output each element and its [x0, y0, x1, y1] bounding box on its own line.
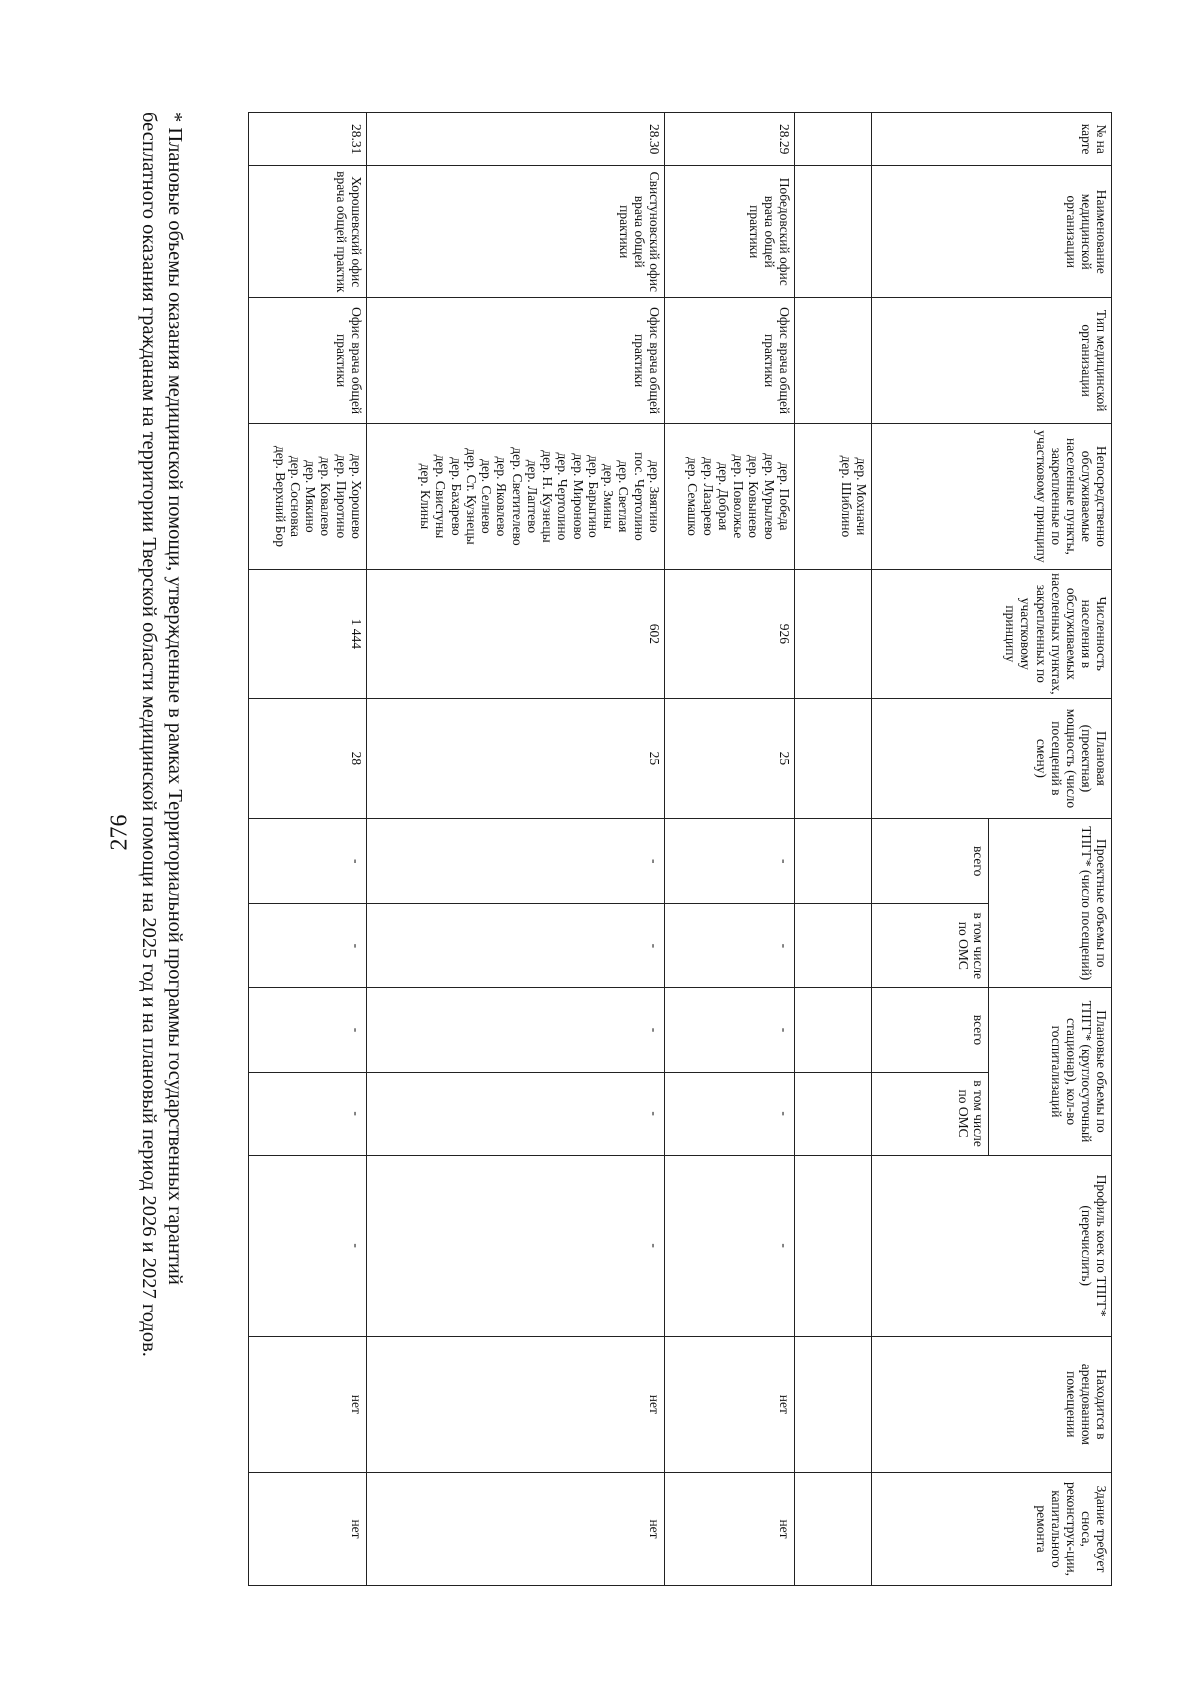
cell-capacity: 25 — [665, 698, 795, 818]
cell-type: Офис врача общей практики — [249, 298, 367, 424]
settlement-item: дер. Ковалево — [318, 456, 334, 537]
cell-beds — [795, 1155, 872, 1336]
table-row — [367, 113, 665, 1586]
cell-visits-oms: - — [665, 904, 795, 988]
settlement-item: дер. Н. Кузнецы — [540, 450, 556, 543]
settlement-item: дер. Мироново — [570, 453, 586, 540]
cell-hosp-oms: - — [367, 1072, 665, 1155]
settlement-item: дер. Яковлево — [494, 456, 510, 537]
cell-population: 602 — [367, 569, 665, 698]
cell-name: Победовский офис врача общей практики — [665, 166, 795, 298]
cell-rented — [795, 1336, 872, 1472]
settlement-item: дер. Змины — [601, 463, 617, 530]
settlement-item: дер. Ковынево — [746, 454, 762, 538]
cell-repair — [795, 1473, 872, 1586]
header-type: Тип медицинской организации — [872, 298, 1112, 424]
cell-repair: нет — [249, 1473, 367, 1586]
page-number: 276 — [106, 814, 133, 850]
header-beds: Профиль коек по ТПГГ* (перечислить) — [872, 1155, 1112, 1336]
header-population: Численность населения в обслуживаемых населенных пунктах, закрепленных по участковому принципу — [872, 569, 1112, 698]
header-settlements: Непосредственно обслуживаемые населенные пункты, закрепленные по участковому принципу — [872, 423, 1112, 569]
header-num: № на карте — [872, 113, 1112, 166]
cell-visits-oms: - — [367, 904, 665, 988]
cell-hosp-oms: - — [665, 1072, 795, 1155]
cell-hosp-total: - — [367, 988, 665, 1072]
cell-population: 1 444 — [249, 569, 367, 698]
cell-name: Хорошевский офис врача общей практик — [249, 166, 367, 298]
table-row — [249, 113, 367, 1586]
cell-visits-oms — [795, 904, 872, 988]
settlement-item: дер. Добрая — [716, 462, 731, 531]
settlement-item: дер. Селнево — [479, 459, 495, 534]
settlement-item: дер. Лаптево — [525, 459, 540, 534]
table-body — [249, 113, 872, 1586]
header-hosp-total: всего — [872, 988, 989, 1072]
settlement-item: дер. Бахарево — [448, 457, 464, 536]
cell-beds: - — [249, 1155, 367, 1336]
cell-num: 28.30 — [367, 113, 665, 166]
cell-beds: - — [665, 1155, 795, 1336]
header-name: Наименование медицинской организации — [872, 166, 1112, 298]
header-hosp-oms: в том числе по ОМС — [872, 1072, 989, 1155]
cell-visits-total: - — [665, 819, 795, 904]
cell-num: 28.31 — [249, 113, 367, 166]
settlement-item: дер. Светителево — [509, 447, 525, 546]
cell-capacity — [795, 698, 872, 818]
settlement-item: дер. Звягино — [647, 460, 662, 533]
settlement-item: дер. Светлая — [616, 460, 632, 533]
settlement-item: дер. Хорошево — [349, 453, 364, 539]
cell-settlements — [249, 423, 367, 569]
header-visits-group: Проектные объемы по ТПГГ* (число посещений) — [989, 819, 1112, 988]
settlement-item: дер. Сосновка — [288, 455, 303, 537]
cell-hosp-total: - — [249, 988, 367, 1072]
cell-type: Офис врача общей практики — [367, 298, 665, 424]
table-header — [872, 113, 1112, 1586]
header-hosp-group: Плановые объемы по ТПГГ* (круглосуточный стационар), кол-во госпитализаций — [989, 988, 1112, 1155]
cell-settlements — [367, 423, 665, 569]
cell-visits-total — [795, 819, 872, 904]
cell-population — [795, 569, 872, 698]
settlement-item: дер. Поволжье — [731, 454, 747, 539]
settlement-item: дер. Барыгино — [586, 455, 601, 538]
cell-hosp-oms: - — [249, 1072, 367, 1155]
settlement-item: дер. Лазарево — [700, 457, 716, 536]
header-rented: Находится в арендованном помещении — [872, 1336, 1112, 1472]
footnote — [136, 112, 188, 1612]
settlement-item: дер. Семашко — [685, 456, 701, 536]
table-row — [665, 113, 795, 1586]
cell-capacity: 28 — [249, 698, 367, 818]
cell-settlements — [665, 423, 795, 569]
settlement-item: дер. Свистуны — [433, 454, 449, 539]
cell-hosp-total: - — [665, 988, 795, 1072]
cell-name — [795, 166, 872, 298]
cell-type: Офис врача общей практики — [665, 298, 795, 424]
settlement-item: дер. Пиротино — [333, 454, 349, 539]
cell-hosp-oms — [795, 1072, 872, 1155]
cell-rented: нет — [249, 1336, 367, 1472]
settlement-item: дер. Мохначи — [854, 457, 869, 536]
footnote-line: бесплатного оказания гражданам на территории Тверской области медицинской помощи на 2025 год и на плановый период 2026 и 2027 годов. — [137, 112, 160, 1357]
footnote-line: * Плановые объемы оказания медицинской помощи, утвержденные в рамках Территориальной программы государственных гарантий — [164, 112, 186, 1285]
settlement-item: дер. Чертолино — [555, 452, 571, 541]
cell-settlements — [795, 423, 872, 569]
cell-capacity: 25 — [367, 698, 665, 818]
settlement-item: дер. Мякино — [303, 460, 319, 533]
cell-rented: нет — [665, 1336, 795, 1472]
cell-num: 28.29 — [665, 113, 795, 166]
settlement-item: дер. Шиблино — [838, 455, 854, 538]
header-visits-total: всего — [872, 819, 989, 904]
header-visits-oms: в том числе по ОМС — [872, 904, 989, 988]
table-row-continuation — [795, 113, 872, 1586]
settlement-item: дер. Верхний Бор — [272, 445, 288, 548]
settlement-item: дер. Клины — [418, 463, 434, 530]
cell-visits-oms: - — [249, 904, 367, 988]
cell-population: 926 — [665, 569, 795, 698]
cell-repair: нет — [665, 1473, 795, 1586]
header-capacity: Плановая (проектная) мощность (число посещений в смену) — [872, 698, 1112, 818]
cell-repair: нет — [367, 1473, 665, 1586]
cell-visits-total: - — [367, 819, 665, 904]
cell-type — [795, 298, 872, 424]
settlement-item: дер. Победа — [777, 462, 792, 531]
medical-facilities-table — [248, 112, 1112, 1586]
cell-visits-total: - — [249, 819, 367, 904]
cell-rented: нет — [367, 1336, 665, 1472]
header-repair: Здание требует сноса, реконструк-ции, капитального ремонта — [872, 1473, 1112, 1586]
cell-beds: - — [367, 1155, 665, 1336]
settlement-item: дер. Ст. Кузнецы — [464, 448, 479, 545]
settlement-item: дер. Мурылево — [761, 453, 777, 540]
cell-num — [795, 113, 872, 166]
cell-name: Свистуновский офис врача общей практики — [367, 166, 665, 298]
settlement-item: пос. Чертолино — [631, 452, 647, 541]
cell-hosp-total — [795, 988, 872, 1072]
